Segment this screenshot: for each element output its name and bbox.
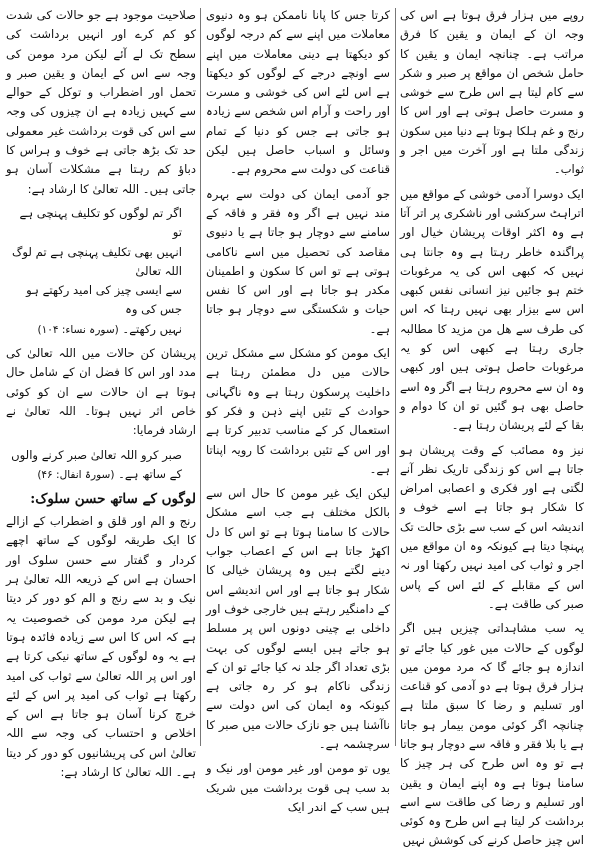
section-heading: لوگوں کے ساتھ حسن سلوک: [30, 491, 196, 508]
column-middle [206, 6, 390, 814]
paragraph: ایک مومن کو مشکل سے مشکل ترین حالات میں دل مطمئن رہتا ہے داخلیت پرسکون رہتا ہے وہ ناگہانی حوادث کے تئیں اپنے ذہن و فکر کو استعمال کر کے مناسب تدبیر کرتا ہے اور اس کے تئیں برداشت کا رویہ اپناتا ہے۔ [206, 346, 390, 476]
paragraph: ایک دوسرا آدمی خوشی کے مواقع میں اتراہٹ سرکشی اور ناشکری پر اتر آتا ہے وہ اکثر اوقات پریشان خیال اور پراگندہ خاطر رہتا ہے وہ جانتا ہی نہیں کہ کبھی اس کی یہ مرغوبات ختم ہو جائیں نیز انسانی نفس کبھی اس سے بیزار بھی نہیں رہتا کہ اس کی طرف سے ھل من مزید کا مطالبہ جاری رہتا ہے کبھی اس کو یہ مرغوبات حاصل ہوتی ہیں اور کبھی وہ ان سے محروم رہتا ہے اگر وہ اسے حاصل بھی ہو گئیں تو ان کا دوام و بقا کے لئے پریشان رہتا ہے۔ [400, 186, 584, 433]
paragraph: صلاحیت موجود ہے جو حالات کی شدت کو کم کرے اور انہیں برداشت کی سطح تک لے آئے لیکن مرد مومن کی وجہ سے اس کے ایمان و یقین صبر و تحمل اور اضطراب و توکل کے حوالے سے کہیں زیادہ ہے ان چیزوں کی وجہ سے اس کی قوت برداشت غیر معمولی حد تک بڑھ جاتی ہے خوف و ہراس کا دباؤ کم رہتا ہے مشکلات آسان ہو جاتی ہیں۔ اللہ تعالیٰ کا ارشاد ہے: [6, 8, 196, 196]
paragraph: یوں تو مومن اور غیر مومن اور نیک و بد سب ہی قوت برداشت میں شریک ہیں سب کے اندر ایک [206, 761, 390, 814]
quote-line: نہیں رکھتے۔ [122, 321, 182, 336]
quote-line: اگر تم لوگوں کو تکلیف پہنچی ہے تو [19, 205, 182, 240]
paragraph: کرتا جس کا پانا ناممکن ہو وہ دنیوی معاملات میں اپنے سے کم درجہ لوگوں کو دیکھتا ہے دینی معاملات میں اپنے سے اونچے درجے کے لوگوں کو دیکھتا ہے اس لئے اس کی خوشی و مسرت اور راحت و آرام اس شخص سے زیادہ ہو جاتی ہے جس کو دنیا کے تمام وسائل و اسباب حاصل ہیں لیکن قناعت کی دولت سے محروم ہے۔ [206, 8, 390, 177]
quote-line: صبر کرو اللہ تعالیٰ صبر کرنے والوں [11, 447, 182, 462]
column-left [6, 6, 196, 779]
column-divider [395, 8, 396, 746]
paragraph: رنج و الم اور قلق و اضطراب کے ازالے کا ایک طریقہ لوگوں کے ساتھ اچھے کردار و گفتار سے حسن سلوک اور احسان ہے اس کے ذریعہ اللہ تعالیٰ ہر نیک و بد سے رنج و الم کو دور کر دیتا ہے لیکن مرد مومن کی خصوصیت یہ ہے کہ اس کا اس سے زیادہ فائدہ ہوتا ہے یہ وہ لوگوں کے ساتھ نیکی کرتا ہے اور اس پر اللہ تعالیٰ سے ثواب کی امید رکھتا ہے ثواب کی امید پر اس کے لئے خرچ کرنا آسان ہو جاتا ہے اس کے اخلاص و احتساب کی وجہ سے اللہ تعالیٰ اس کی پریشانیوں کو دور کر دیتا ہے۔ اللہ تعالیٰ کا ارشاد ہے: [6, 514, 196, 779]
paragraph: نیز وہ مصائب کے وقت پریشان ہو جاتا ہے اس کو زندگی تاریک نظر آنے لگتی ہے اور فکری و اعصابی امراض کا شکار ہو جاتا ہے اسے خوف و اندیشہ اس کے سب سے بڑی حالت تک پہنچا دیتا ہے کیونکہ وہ ان مواقع میں اجر و ثواب کی امید نہیں رکھتا اور نہ اس کے مقابلے کے لئے اس کے پاس صبر کی طاقت ہے۔ [400, 442, 584, 611]
paragraph: جو آدمی ایمان کی دولت سے بہرہ مند نہیں ہے اگر وہ فقر و فاقہ کے سامنے سے دوچار ہو جاتا ہے یا دنیوی مقاصد کی تحصیل میں اسے ناکامی ہوتی ہے تو اس کا سکون و اطمینان مکدر ہو جاتا ہے اور اس کا نفس حیات و شکستگی سے دوچار ہو جاتا ہے۔ [206, 186, 390, 336]
column-right [400, 6, 584, 848]
quote-line: انہیں بھی تکلیف پہنچی ہے تم لوگ اللہ تعالیٰ [12, 244, 182, 278]
quote-reference: (سورۃ انفال: ۴۶) [37, 468, 115, 481]
quran-quote [10, 446, 182, 486]
quote-line: کے ساتھ ہے۔ [118, 466, 182, 481]
quran-quote [10, 204, 182, 340]
column-divider [200, 8, 201, 746]
paragraph: روپے میں ہزار فرق ہوتا ہے اس کی وجہ ان کے ایمان و یقین کا فرق مراتب ہے۔ چنانچہ ایمان و یقین کا حامل شخص ان مواقع پر صبر و شکر سے کام لیتا ہے اس طرح سے خوشی و مسرت حاصل ہوتی ہے اور اس کا رنج و غم ہلکا ہوتا ہے دنیا میں سکون زندگی ملتا ہے اور آخرت میں اجر و ثواب۔ [400, 8, 584, 177]
quote-line: سے ایسی چیز کی امید رکھتے ہو جس کی وہ [26, 283, 182, 317]
paragraph: یہ سب مشاہداتی چیزیں ہیں اگر لوگوں کے حالات میں غور کیا جائے تو اندازہ ہو جائے گا کہ مرد مومن میں ہزار فرق ہوتا ہے دو آدمی کو قناعت اور تسلیم و رضا کا سبق ملتا ہے چنانچہ اگر کوئی مومن بیمار ہو جاتا ہے یا بلا فقر و فاقہ سے دوچار ہو جاتا ہے تو وہ اس طرح کی ہر چیز کا سامنا ہوتا ہے وہ اپنے ایمان و یقین اور تسلیم و رضا کی طاقت سے اسے برداشت کر لیتا ہے اس طرح وہ کوئی اس چیز حاصل کرنے کی کوشش نہیں [400, 621, 584, 848]
paragraph: پریشان کن حالات میں اللہ تعالیٰ کی مدد اور اس کا فضل ان کے شامل حال ہوتا ہے ان حالات سے ان کو کوئی خاص اثر نہیں ہوتا۔ اللہ تعالیٰ نے ارشاد فرمایا: [6, 346, 196, 438]
quote-reference: (سورہ نساء: ۱۰۴) [37, 323, 119, 336]
paragraph: لیکن ایک غیر مومن کا حال اس سے بالکل مختلف ہے جب اسے مشکل حالات کا سامنا ہوتا ہے تو اس کا دل اکھڑ جاتا ہے اس کے اعصاب جواب دینے لگتے ہیں وہ پریشان خیالی کا شکار ہو جاتا ہے اور اس اندیشے اس کے دامنگیر رہتے ہیں خارجی خوف اور داخلی بے چینی دونوں اس پر مسلط ہو جاتے ہیں ایسے لوگوں کی بہت بڑی تعداد اگر جلد نہ کیا جائے تو ان کے زندگی ناکام ہو کر رہ جاتی ہے کیونکہ وہ ایمان کی اس دولت سے ناآشنا ہیں جو نازک حالات میں صبر کا سرچشمہ ہے۔ [206, 486, 390, 751]
